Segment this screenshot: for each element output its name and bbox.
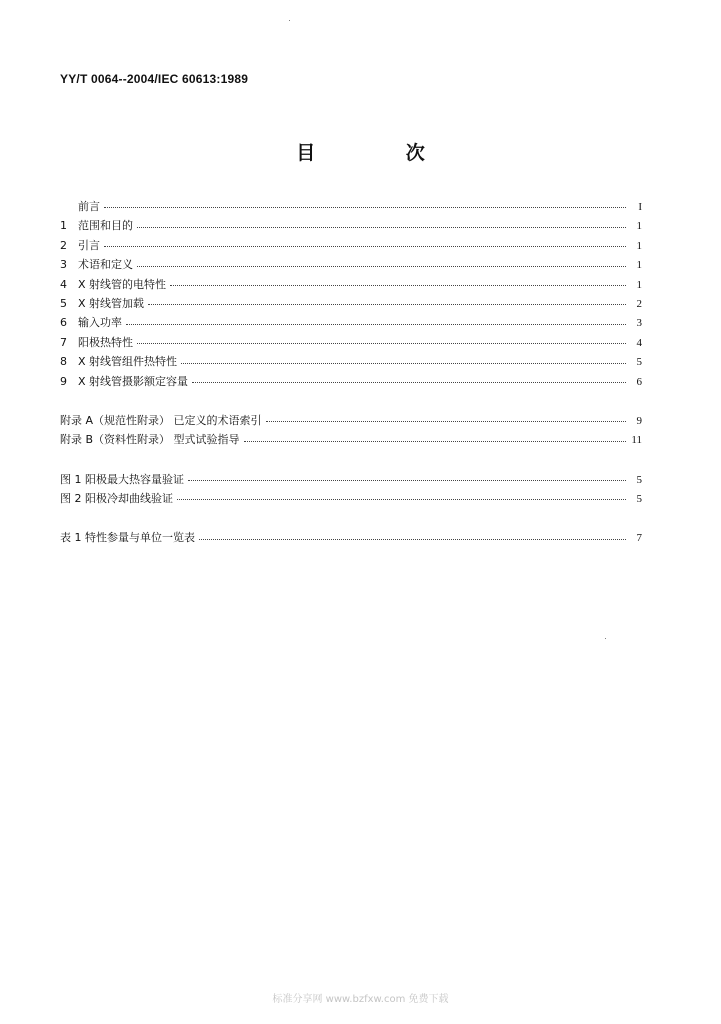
toc-entry	[60, 197, 642, 216]
toc-entry-number: 5	[60, 296, 67, 310]
toc-entry	[60, 528, 642, 547]
toc-entry	[60, 430, 642, 449]
toc-entry-number: 1	[60, 219, 67, 233]
toc-entry-label: 表 1 特性参量与单位一览表	[60, 531, 195, 545]
toc-entry	[60, 489, 642, 508]
toc-entry-page: 4	[636, 336, 642, 349]
toc-entry	[60, 255, 642, 274]
toc-entry-number: 8	[60, 355, 67, 369]
toc-entry-number: 7	[60, 335, 67, 349]
toc-entry	[60, 411, 642, 430]
toc-entry-number: 9	[60, 374, 67, 388]
toc-entry	[60, 352, 642, 371]
toc-entry-label: 范围和目的	[78, 219, 133, 233]
footer-watermark: 标准分享网 www.bzfxw.com 免费下载	[272, 994, 449, 1005]
toc-figure-group	[60, 470, 642, 509]
toc-entry-label: 输入功率	[78, 316, 122, 330]
toc-dot-leader	[181, 362, 626, 364]
toc-entry-label: X 射线管摄影额定容量	[78, 374, 189, 388]
toc-dot-leader	[170, 284, 626, 286]
toc-dot-leader	[199, 538, 626, 540]
toc-entry-page: 5	[636, 356, 642, 369]
toc-entry-page: 5	[636, 493, 642, 506]
toc-entry-label: X 射线管组件热特性	[78, 355, 178, 369]
page-title: 目 次	[296, 142, 467, 164]
toc-dot-leader	[104, 206, 626, 208]
toc-entry	[60, 470, 642, 489]
toc-entry-page: 2	[636, 297, 642, 310]
toc-entry-page: 9	[636, 414, 642, 427]
toc-entry-label: 前言	[78, 200, 100, 213]
toc-entry-page: 5	[636, 473, 642, 486]
toc-dot-leader	[137, 226, 626, 228]
toc-dot-leader	[126, 323, 626, 325]
toc-entry-label: 阳极热特性	[78, 335, 133, 349]
toc-entry	[60, 275, 642, 294]
toc-entry-page: 7	[636, 532, 642, 545]
toc-dot-leader	[104, 245, 626, 247]
toc-entry	[60, 372, 642, 391]
toc-entry-page: 6	[636, 375, 642, 388]
toc-dot-leader	[188, 479, 626, 481]
toc-dot-leader	[266, 420, 626, 422]
scan-speck-top	[289, 20, 290, 21]
toc-entry-label: X 射线管的电特性	[78, 277, 167, 291]
toc-annex-group	[60, 411, 642, 450]
toc-main-group	[60, 197, 642, 391]
toc-entry-label: 术语和定义	[78, 258, 133, 272]
toc-entry-page: 1	[636, 239, 642, 252]
toc-entry-label: 附录 A（规范性附录） 已定义的术语索引	[60, 413, 262, 427]
toc-entry-label: 附录 B（资料性附录） 型式试验指导	[60, 433, 240, 447]
toc-entry-number: 2	[60, 238, 67, 252]
toc-entry-page: 1	[636, 259, 642, 272]
toc-dot-leader	[148, 303, 626, 305]
toc-entry-page: 3	[636, 317, 642, 330]
toc-dot-leader	[244, 440, 626, 442]
toc-dot-leader	[177, 498, 626, 500]
toc-entry-page: 11	[631, 434, 642, 447]
toc-entry-label: 引言	[78, 238, 100, 252]
document-code: YY/T 0064--2004/IEC 60613:1989	[60, 72, 249, 86]
toc-entry-page: 1	[636, 220, 642, 233]
toc-table-group	[60, 528, 642, 547]
toc-entry	[60, 216, 642, 235]
scan-speck-right	[605, 638, 606, 639]
toc-entry	[60, 333, 642, 352]
table-of-contents	[60, 197, 642, 548]
toc-entry-number: 3	[60, 258, 67, 272]
toc-entry-label: X 射线管加载	[78, 296, 145, 310]
toc-entry-label: 图 2 阳极冷却曲线验证	[60, 492, 173, 506]
toc-entry	[60, 313, 642, 332]
toc-dot-leader	[137, 265, 626, 267]
toc-dot-leader	[192, 381, 626, 383]
toc-entry-page: 1	[636, 278, 642, 291]
toc-entry-number: 6	[60, 316, 67, 330]
toc-entry-page: I	[638, 201, 642, 213]
toc-entry	[60, 236, 642, 255]
toc-entry-number: 4	[60, 277, 67, 291]
toc-dot-leader	[137, 342, 626, 344]
toc-entry	[60, 294, 642, 313]
toc-entry-label: 图 1 阳极最大热容量验证	[60, 472, 184, 486]
